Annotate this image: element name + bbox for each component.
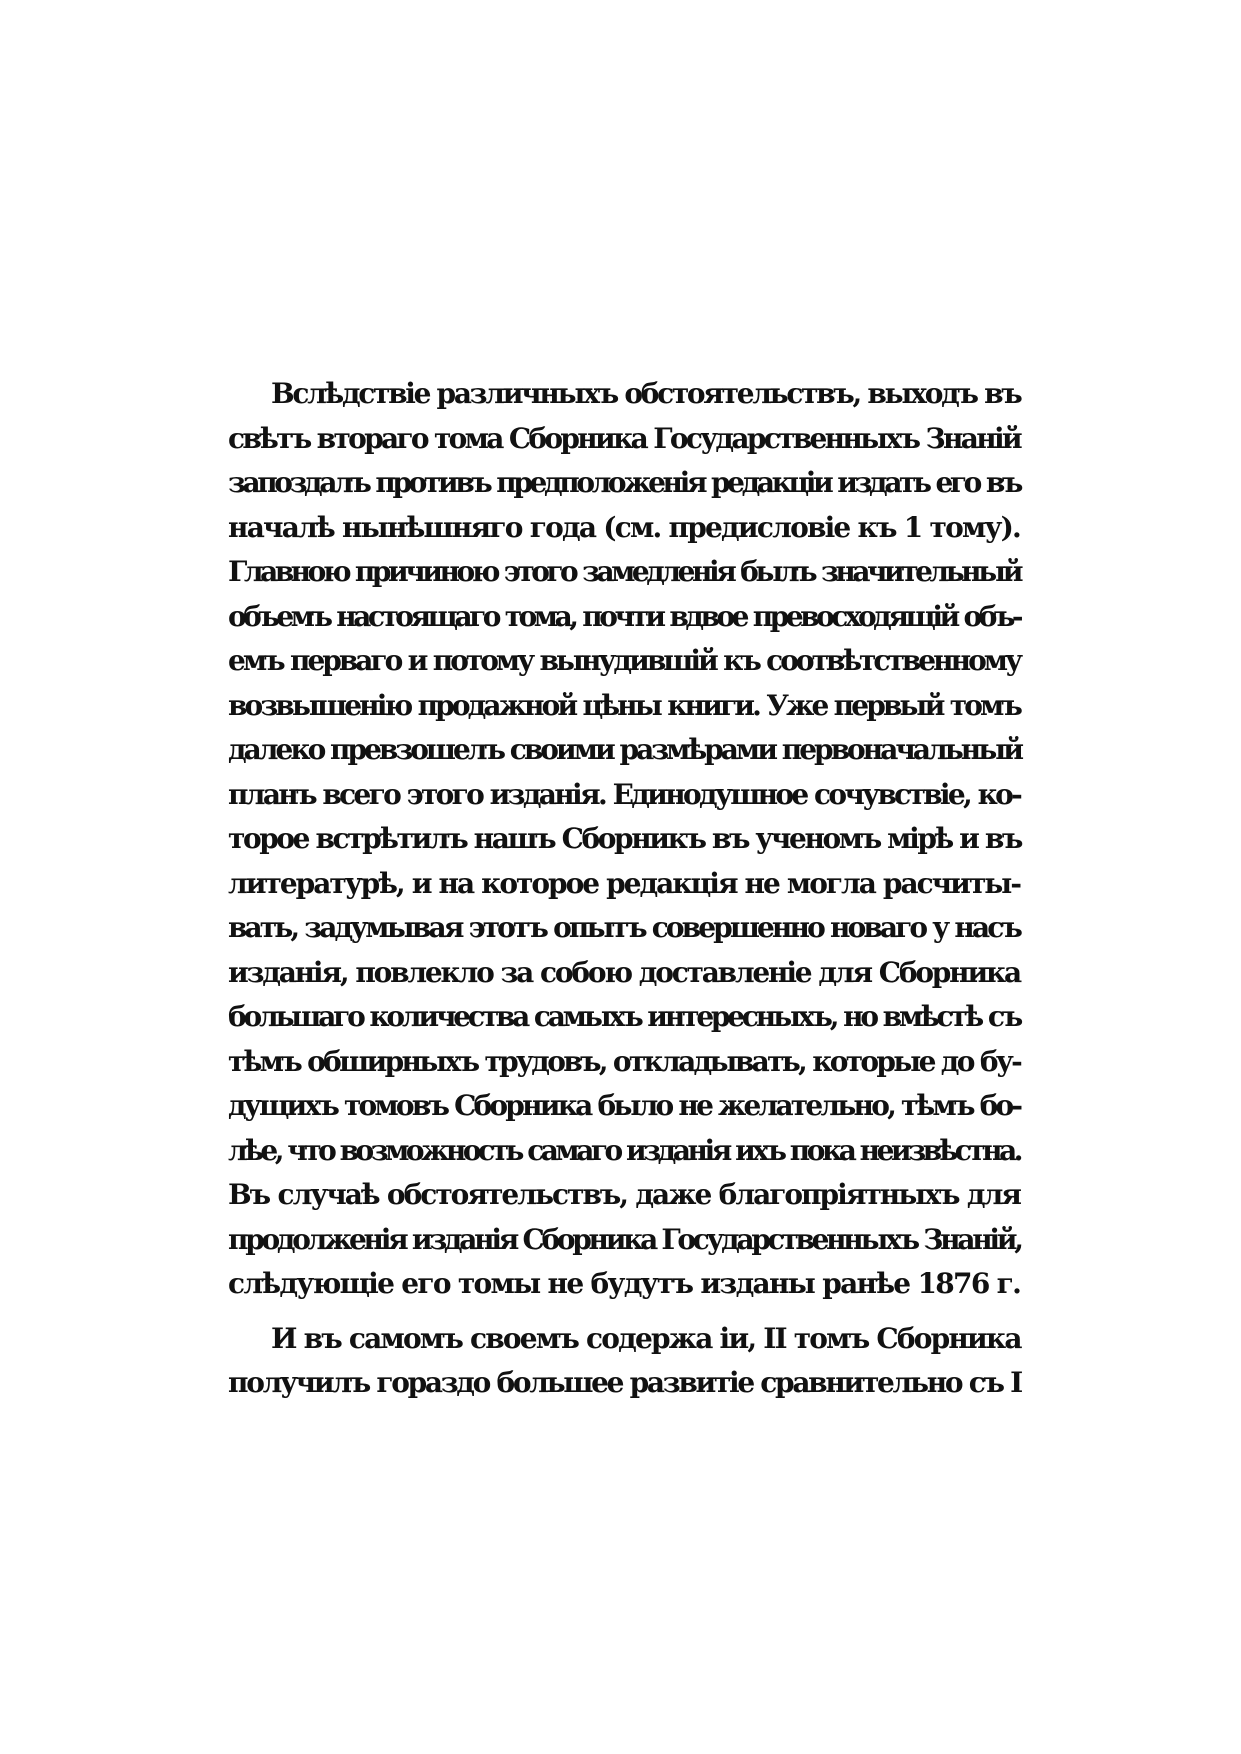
text-line: торое встрѣтилъ нашъ Сборникъ въ ученомъ мірѣ и въ	[228, 822, 1021, 855]
text-line: изданія, повлекло за собою доставленіе для Сборника	[228, 955, 1020, 989]
text-line: началѣ нынѣшняго года (см. предисловіе къ 1 тому).	[228, 510, 1020, 544]
text-line: возвышенію продажной цѣны книги. Уже первый томъ	[228, 688, 1020, 722]
text-line: Главною причиною этого замедленія былъ значительный	[228, 555, 1020, 588]
text-line: продолженія изданія Сборника Государственныхъ Знаній,	[228, 1222, 1021, 1256]
text-line: вать, задумывая этотъ опытъ совершенно новаго у насъ	[228, 911, 1020, 944]
text-line: Въ случаѣ обстоятельствъ, даже благопріятныхъ для	[228, 1178, 1020, 1211]
body-text	[228, 372, 1020, 1406]
text-line: получилъ гораздо большее развитіе сравнительно съ I	[228, 1366, 1021, 1399]
text-line: дущихъ томовъ Сборника было не желательно, тѣмъ бо-	[228, 1089, 1021, 1122]
text-line: далеко превзошелъ своими размѣрами первоначальный	[228, 733, 1022, 766]
text-line: емъ перваго и потому вынудившій къ соотвѣтственному	[228, 644, 1020, 677]
paragraph-1	[228, 372, 1020, 1307]
text-line: свѣтъ втораго тома Сборника Государственныхъ Знаній	[228, 421, 1020, 455]
text-line: лѣе, что возможность самаго изданія ихъ пока неизвѣстна.	[228, 1133, 1020, 1167]
text-line: объемъ настоящаго тома, почти вдвое превосходящій объ-	[228, 599, 1020, 633]
text-line: тѣмъ обширныхъ трудовъ, откладывать, которые до бу-	[228, 1044, 1020, 1078]
paragraph-2	[228, 1317, 1020, 1406]
text-line: планъ всего этого изданія. Единодушное сочувствіе, ко-	[228, 777, 1020, 811]
text-line: Вслѣдствіе различныхъ обстоятельствъ, выходъ въ	[271, 377, 1021, 410]
text-line: слѣдующіе его томы не будутъ изданы ранѣе 1876 г.	[228, 1267, 1021, 1300]
paragraph-gap	[228, 1307, 1020, 1317]
text-line: И въ самомъ своемъ содержа іи, II томъ Сборника	[271, 1321, 1021, 1355]
text-line: литературѣ, и на которое редакція не могла расчиты-	[228, 866, 1020, 900]
text-line: запоздалъ противъ предположенія редакціи издать его въ	[228, 466, 1020, 499]
text-line: большаго количества самыхъ интересныхъ, но вмѣстѣ съ	[228, 1000, 1020, 1033]
